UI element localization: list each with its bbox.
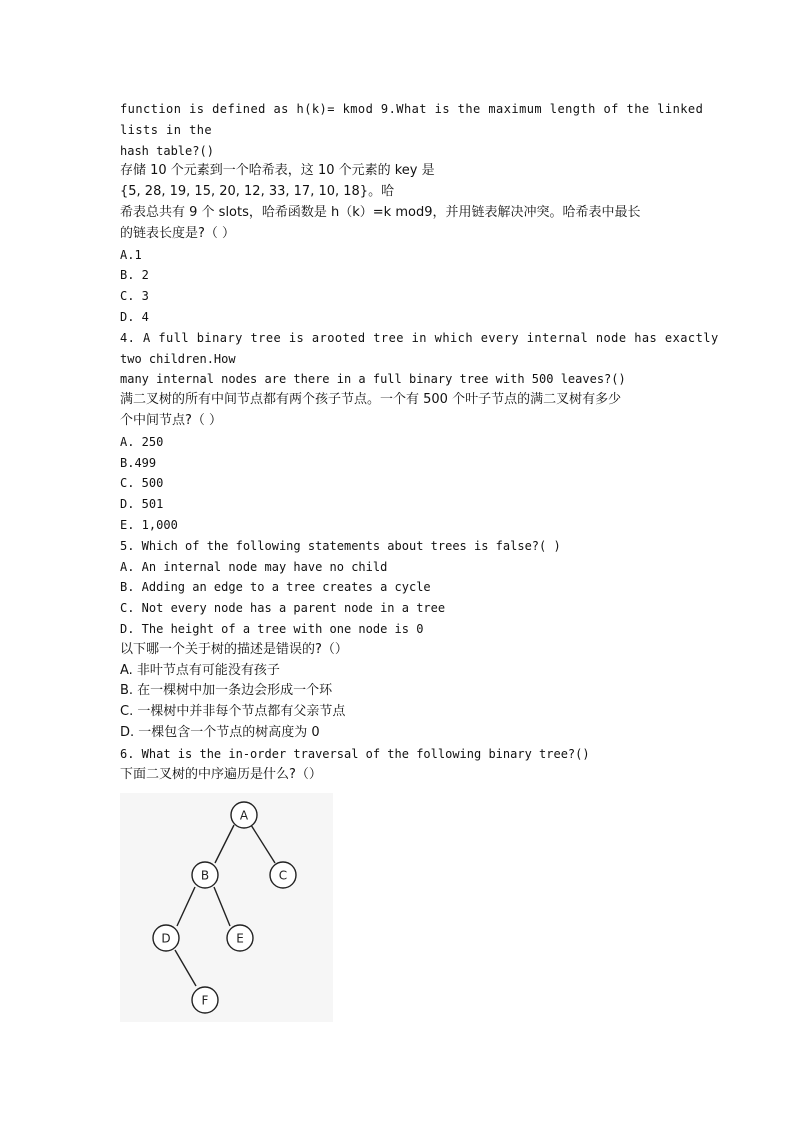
q4-en-line-2: two children.How	[120, 351, 236, 366]
tree-node-c-label: C	[278, 868, 288, 883]
tree-node-a	[231, 802, 257, 828]
q5-en-question: 5. Which of the following statements about trees is false?( )	[120, 538, 561, 553]
edge-d-f	[175, 950, 196, 986]
q3-en-line-2: lists in the	[120, 122, 213, 137]
q5-en-option-b: B. Adding an edge to a tree creates a cycle	[120, 580, 431, 595]
binary-tree-diagram	[120, 793, 333, 1022]
q3-zh-line-3: 希表总共有 9 个 slots，哈希函数是 h（k）=k mod9，并用链表解决冲突。哈希表中最长	[120, 204, 641, 220]
q4-zh-line-2: 个中间节点?（ ）	[120, 412, 223, 428]
question-4	[120, 328, 719, 536]
tree-node-d	[153, 925, 179, 951]
q3-option-d: D. 4	[120, 309, 149, 324]
question-5	[120, 536, 680, 744]
tree-node-e-label: E	[236, 931, 244, 946]
q5-en-option-a: A. An internal node may have no child	[120, 559, 388, 574]
tree-node-c	[270, 862, 296, 888]
q3-zh-line-2: {5, 28, 19, 15, 20, 12, 33, 17, 10, 18}。哈	[120, 184, 395, 200]
tree-node-b-label: B	[200, 868, 210, 883]
q6-zh-question: 下面二叉树的中序遍历是什么?（）	[120, 766, 322, 782]
q3-en-line-1: function is defined as h(k)= kmod 9.What is the maximum length of the linked	[120, 102, 704, 116]
q4-option-c: C. 500	[120, 476, 164, 491]
exam-page	[120, 99, 719, 785]
q3-zh-line-1: 存储 10 个元素到一个哈希表，这 10 个元素的 key 是	[120, 163, 435, 179]
q4-option-e: E. 1,000	[120, 517, 178, 532]
tree-node-f	[192, 987, 218, 1013]
tree-node-b	[192, 862, 218, 888]
q4-en-line-3: many internal nodes are there in a full binary tree with 500 leaves?()	[120, 372, 626, 387]
edge-b-d	[177, 887, 195, 926]
tree-node-d-label: D	[161, 931, 171, 946]
tree-node-a-label: A	[239, 808, 249, 823]
question-3	[120, 99, 704, 328]
q4-option-b: B.499	[120, 455, 157, 470]
edge-a-c	[251, 825, 275, 863]
q5-en-option-d: D. The height of a tree with one node is 0	[120, 621, 424, 636]
binary-tree-figure	[120, 793, 333, 1022]
edge-a-b	[215, 825, 234, 863]
q5-en-option-c: C. Not every node has a parent node in a tree	[120, 601, 446, 616]
q3-option-b: B. 2	[120, 268, 149, 283]
q4-en-line-1: 4. A full binary tree is arooted tree in which every internal node has exactly	[120, 330, 719, 345]
tree-node-f-label: F	[201, 993, 209, 1008]
edge-b-e	[214, 887, 230, 926]
tree-node-e	[227, 925, 253, 951]
q3-option-c: C. 3	[120, 289, 149, 304]
q4-zh-line-1: 满二叉树的所有中间节点都有两个孩子节点。一个有 500 个叶子节点的满二叉树有多少	[120, 392, 622, 408]
q4-option-a: A. 250	[120, 434, 164, 449]
q6-en-question: 6. What is the in-order traversal of the following binary tree?()	[120, 746, 590, 761]
q5-zh-question: 以下哪一个关于树的描述是错误的?（）	[120, 641, 348, 657]
q5-zh-option-c: C. 一棵树中并非每个节点都有父亲节点	[120, 704, 346, 720]
q4-option-d: D. 501	[120, 497, 164, 512]
question-6	[120, 744, 680, 786]
q5-zh-option-b: B. 在一棵树中加一条边会形成一个环	[120, 683, 333, 699]
q3-en-line-3: hash table?()	[120, 143, 214, 158]
q3-zh-line-4: 的链表长度是?（ ）	[120, 225, 236, 241]
q5-zh-option-a: A. 非叶节点有可能没有孩子	[120, 662, 280, 678]
q3-option-a: A.1	[120, 247, 142, 262]
q5-zh-option-d: D. 一棵包含一个节点的树高度为 0	[120, 724, 320, 740]
